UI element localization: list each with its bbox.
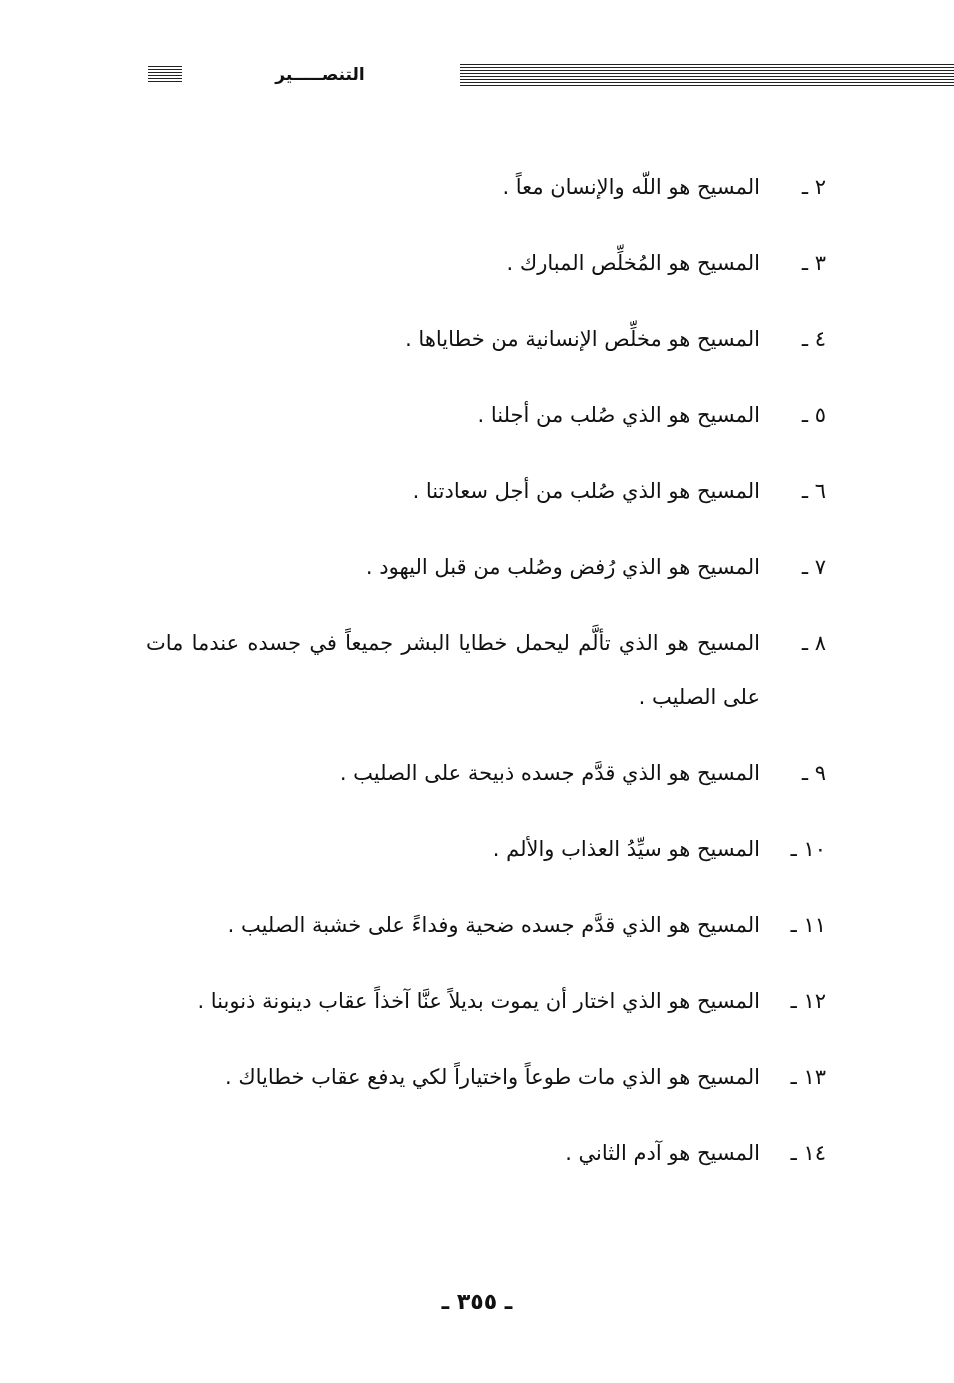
item-number: ٣ ـ xyxy=(801,251,826,275)
item-text: المسيح هو الذي مات طوعاً واختياراً لكي يدفع عقاب خطاياك . xyxy=(224,1065,760,1089)
list-item xyxy=(146,616,826,724)
item-number: ٨ ـ xyxy=(801,631,826,655)
running-title: التنصـــــير xyxy=(275,65,365,85)
list-item xyxy=(146,1050,826,1104)
page-number: ـ ٣٥٥ ـ xyxy=(441,1290,513,1315)
running-header xyxy=(148,62,828,88)
item-text: المسيح هو الذي صُلب من أجل سعادتنا . xyxy=(412,479,760,503)
list-item xyxy=(146,464,826,518)
item-number: ٢ ـ xyxy=(801,175,826,199)
item-number: ٩ ـ xyxy=(801,761,826,785)
list-item xyxy=(146,746,826,800)
item-text: المسيح هو اللّه والإنسان معاً . xyxy=(502,175,760,199)
item-number: ٦ ـ xyxy=(801,479,826,503)
list-item xyxy=(146,540,826,594)
item-text: المسيح هو الذي تألَّم ليحمل خطايا البشر جميعاً في جسده عندما مات على الصليب . xyxy=(146,631,760,709)
item-text: المسيح هو سيِّدُ العذاب والألم . xyxy=(492,837,760,861)
item-text: المسيح هو الذي قدَّم جسده ضحية وفداءً على خشبة الصليب . xyxy=(227,913,760,937)
list-item xyxy=(146,974,826,1028)
item-number: ٥ ـ xyxy=(801,403,826,427)
list-item xyxy=(146,1126,826,1180)
item-number: ١٤ ـ xyxy=(790,1141,826,1165)
item-text: المسيح هو آدم الثاني . xyxy=(565,1141,760,1165)
item-number: ١٠ ـ xyxy=(790,837,826,861)
list-item xyxy=(146,822,826,876)
item-text: المسيح هو المُخلِّص المبارك . xyxy=(506,251,760,275)
item-text: المسيح هو الذي اختار أن يموت بديلاً عنَّا آخذاً عقاب دينونة ذنوبنا . xyxy=(197,989,760,1013)
numbered-list xyxy=(146,160,826,1202)
item-number: ١٣ ـ xyxy=(790,1065,826,1089)
item-number: ١١ ـ xyxy=(790,913,826,937)
list-item xyxy=(146,236,826,290)
item-number: ٤ ـ xyxy=(801,327,826,351)
list-item xyxy=(146,388,826,442)
item-text: المسيح هو الذي رُفض وصُلب من قبل اليهود . xyxy=(365,555,760,579)
item-number: ٧ ـ xyxy=(801,555,826,579)
list-item xyxy=(146,312,826,366)
item-text: المسيح هو الذي قدَّم جسده ذبيحة على الصليب . xyxy=(339,761,760,785)
item-text: المسيح هو الذي صُلب من أجلنا . xyxy=(477,403,760,427)
item-text: المسيح هو مخلِّص الإنسانية من خطاياها . xyxy=(405,327,760,351)
list-item xyxy=(146,898,826,952)
header-rule-left xyxy=(148,66,182,84)
item-number: ١٢ ـ xyxy=(790,989,826,1013)
list-item xyxy=(146,160,826,214)
header-rule-right xyxy=(460,64,954,86)
